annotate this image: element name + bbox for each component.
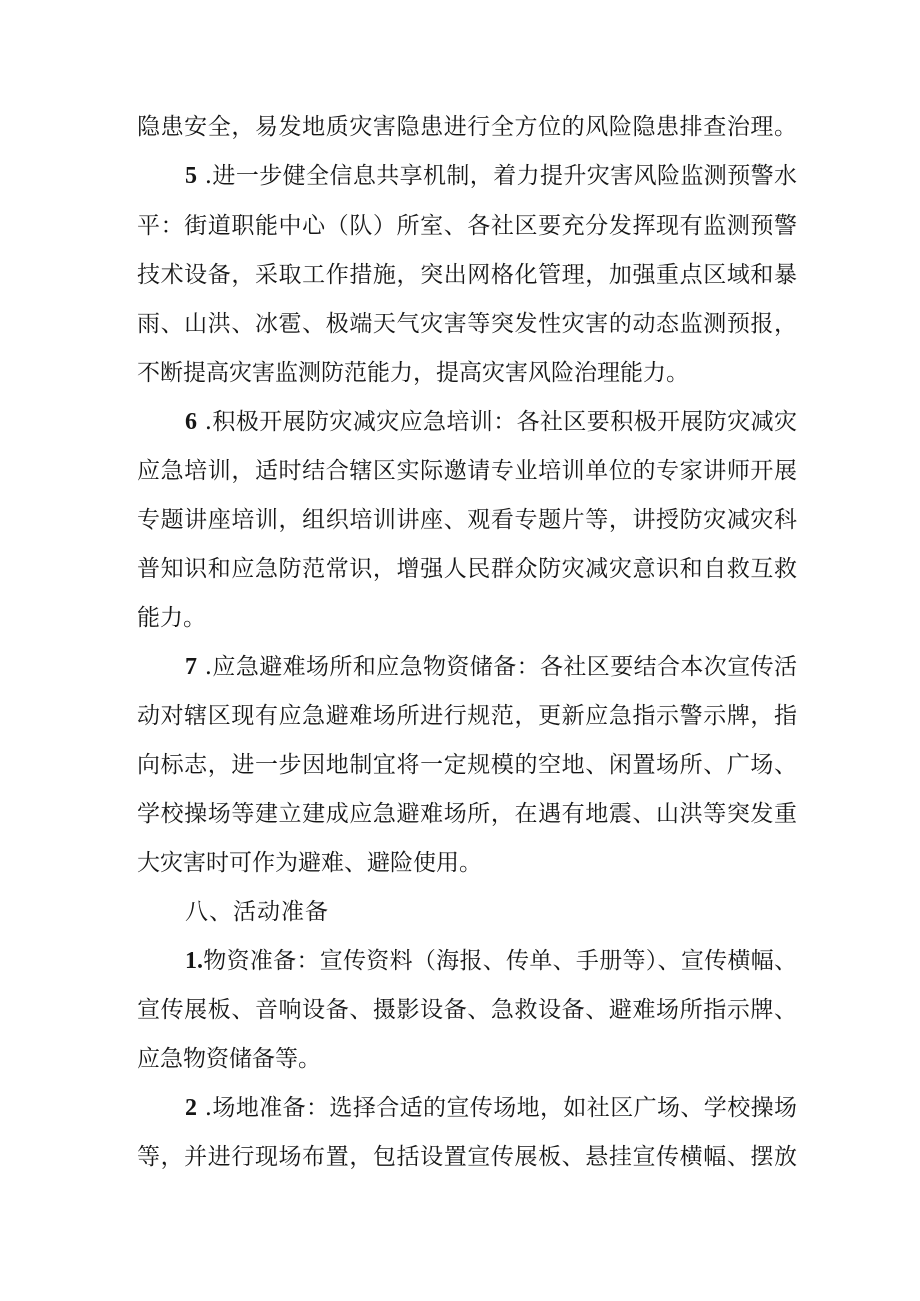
line-text: 应急培训，适时结合辖区实际邀请专业培训单位的专家讲师开展 (137, 458, 797, 484)
line-text: 普知识和应急防范常识，增强人民群众防灾减灾意识和自救互救 (137, 556, 797, 582)
paragraph-line (137, 743, 797, 787)
paragraph-line (137, 498, 797, 542)
paragraph-line (137, 841, 797, 885)
item-7-first-line (185, 645, 797, 689)
section-heading (185, 890, 797, 934)
line-text: 向标志，进一步因地制宜将一定规模的空地、闲置场所、广场、 (137, 752, 797, 778)
line-text: 动对辖区现有应急避难场所进行规范，更新应急指示警示牌，指 (137, 703, 797, 729)
paragraph-line (137, 1135, 797, 1179)
paragraph-line (137, 547, 797, 591)
line-text: 专题讲座培训，组织培训讲座、观看专题片等，讲授防灾减灾科 (137, 507, 797, 533)
line-text: 雨、山洪、冰雹、极端天气灾害等突发性灾害的动态监测预报， (137, 311, 797, 337)
item-number: 1. (185, 948, 203, 974)
line-text: 技术设备，采取工作措施，突出网格化管理，加强重点区域和暴 (137, 262, 797, 288)
paragraph-line (137, 1037, 797, 1081)
line-text: 宣传展板、音响设备、摄影设备、急救设备、避难场所指示牌、 (137, 997, 797, 1023)
item-1-first-line (185, 939, 797, 983)
line-text: 隐患安全，易发地质灾害隐患进行全方位的风险隐患排查治理。 (137, 114, 797, 140)
line-text: 大灾害时可作为避难、避险使用。 (137, 850, 482, 876)
paragraph-line (137, 204, 797, 248)
item-6-first-line (185, 400, 797, 444)
paragraph-line (137, 988, 797, 1032)
paragraph-line (137, 351, 797, 395)
line-text: 不断提高灾害监测防范能力，提高灾害风险治理能力。 (137, 360, 689, 386)
paragraph-line (137, 792, 797, 836)
line-text: .积极开展防灾减灾应急培训：各社区要积极开展防灾减灾 (197, 409, 797, 435)
section-heading-text: 八、活动准备 (185, 899, 329, 925)
line-text: 平：街道职能中心（队）所室、各社区要充分发挥现有监测预警 (137, 213, 797, 239)
line-text: 等，并进行现场布置，包括设置宣传展板、悬挂宣传横幅、摆放 (137, 1144, 797, 1170)
item-5-first-line (185, 154, 797, 198)
item-number: 5 (185, 163, 197, 189)
item-number: 6 (185, 409, 197, 435)
line-text: .场地准备：选择合适的宣传场地，如社区广场、学校操场 (197, 1095, 797, 1121)
item-2-first-line (185, 1086, 797, 1130)
line-text: 学校操场等建立建成应急避难场所，在遇有地震、山洪等突发重 (137, 801, 797, 827)
line-text: 能力。 (137, 605, 206, 631)
paragraph-line (137, 596, 797, 640)
paragraph-line (137, 253, 797, 297)
paragraph-line (137, 302, 797, 346)
paragraph-line (137, 694, 797, 738)
line-text: .应急避难场所和应急物资储备：各社区要结合本次宣传活 (197, 654, 797, 680)
paragraph-line (137, 105, 797, 149)
item-number: 7 (185, 654, 197, 680)
line-text: 应急物资储备等。 (137, 1046, 321, 1072)
paragraph-line (137, 449, 797, 493)
line-text: .进一步健全信息共享机制，着力提升灾害风险监测预警水 (197, 163, 797, 189)
item-number: 2 (185, 1095, 197, 1121)
line-text: 物资准备：宣传资料（海报、传单、手册等）、宣传横幅、 (203, 948, 797, 974)
